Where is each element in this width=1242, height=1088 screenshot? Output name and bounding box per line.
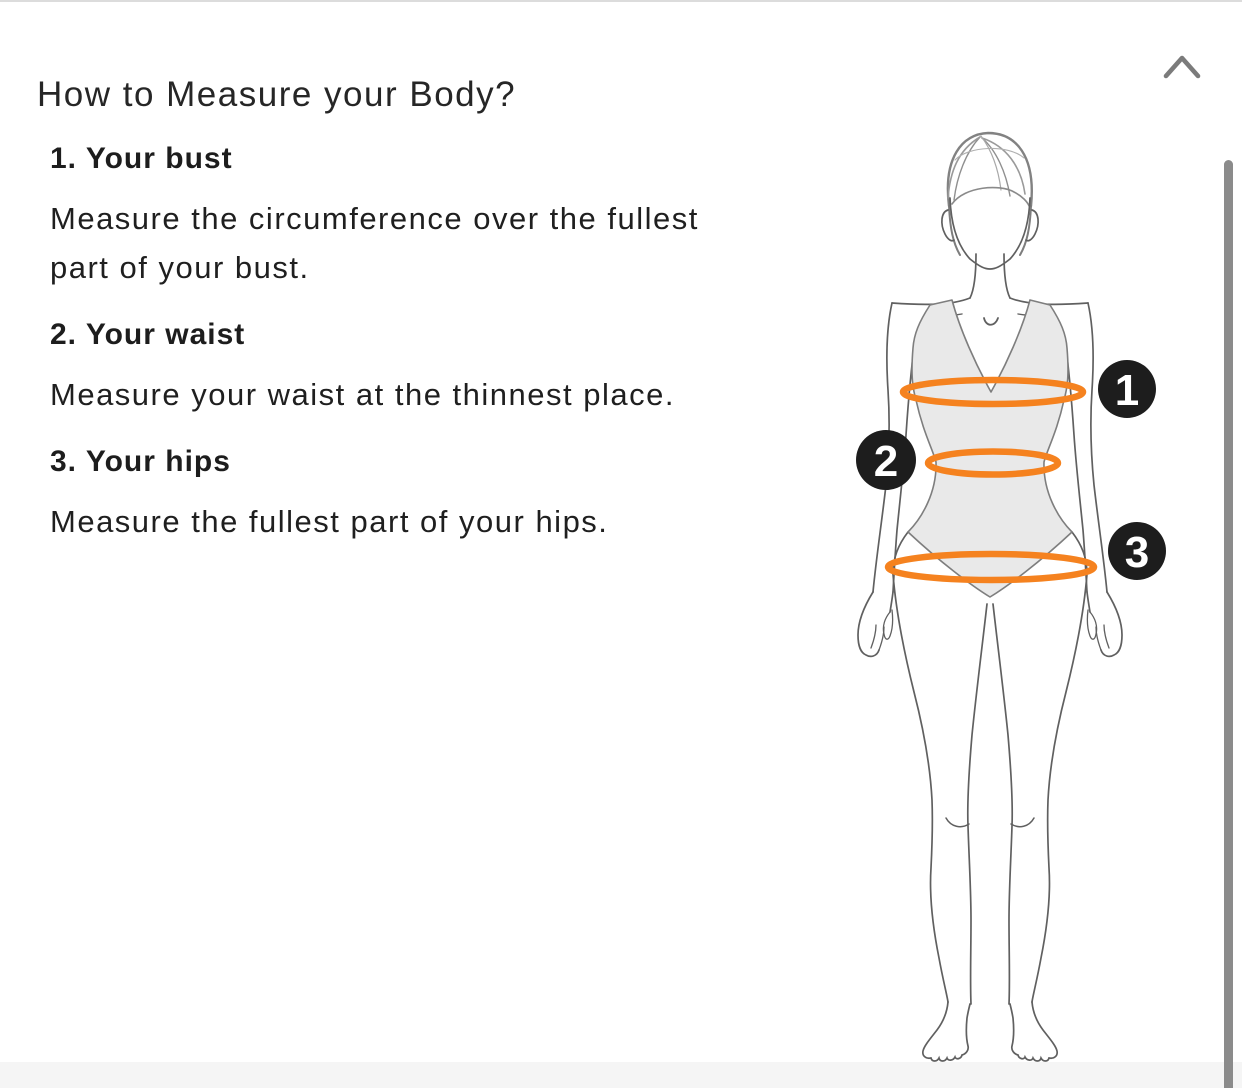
measure-instructions <box>50 140 750 570</box>
body-outline <box>858 198 1122 1061</box>
hair-lines <box>948 133 1032 255</box>
step-body-waist: Measure your waist at the thinnest place. <box>50 377 675 412</box>
step-heading-bust: 1. Your bust <box>50 142 233 175</box>
badge-waist-number: 2 <box>873 437 899 486</box>
chevron-up-icon <box>1158 49 1206 85</box>
scrollbar-thumb[interactable] <box>1224 160 1233 1088</box>
step-body-bust: Measure the circumference over the fullest part of your bust. <box>50 201 699 285</box>
body-measurement-figure <box>838 120 1182 1072</box>
badge-bust <box>1098 360 1156 418</box>
badge-hips-number: 3 <box>1124 528 1150 577</box>
page-title: How to Measure your Body? <box>37 75 517 115</box>
bottom-section-divider <box>0 1062 1242 1088</box>
step-heading-hips: 3. Your hips <box>50 445 231 478</box>
badge-hips <box>1108 522 1166 580</box>
body-diagram-svg <box>838 120 1182 1072</box>
badge-waist <box>856 430 916 490</box>
badge-bust-number: 1 <box>1114 366 1140 415</box>
panel-top-divider <box>0 0 1242 2</box>
collapse-section-button[interactable] <box>1158 48 1206 88</box>
step-heading-waist: 2. Your waist <box>50 318 246 351</box>
step-body-hips: Measure the fullest part of your hips. <box>50 504 609 539</box>
